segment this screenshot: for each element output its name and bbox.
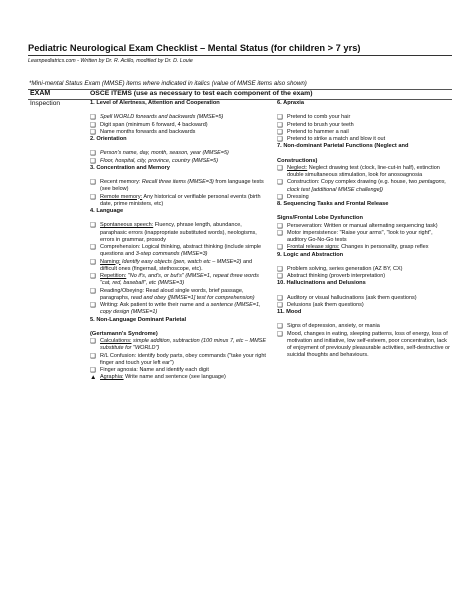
section-heading: 2. Orientation <box>90 136 127 142</box>
checkbox-icon[interactable]: ❑ <box>90 273 96 280</box>
checklist-item[interactable]: ❑ Comprehension: Logical thinking, abstract thinking (include simple questions and 3-step commands (MMSE=3) <box>90 244 262 258</box>
checklist-item[interactable]: ❑ Recent memory: Recall three items (MMSE=3) from language tests (see below) <box>90 179 264 193</box>
left-column <box>90 100 268 382</box>
checklist-item[interactable]: ❑ Motor impersistence: "Raise your arms", "look to your right", auditory Go-No-Go tests <box>277 229 433 243</box>
checkbox-icon[interactable]: ❑ <box>277 164 283 172</box>
checklist-page <box>28 0 452 613</box>
checkbox-icon[interactable]: ❑ <box>90 352 96 360</box>
checkbox-icon[interactable]: ❑ <box>277 273 283 280</box>
checklist-item[interactable]: ❑ Frontal release signs: Changes in personality, grasp reflex <box>277 244 429 252</box>
checkbox-icon[interactable]: ❑ <box>90 179 96 186</box>
page-title: Pediatric Neurological Exam Checklist – Mental Status (for children > 7 yrs) <box>28 43 361 53</box>
section-heading: 5. Non-Language Dominant Parietal <box>90 316 187 323</box>
checkbox-icon[interactable]: ❑ <box>277 265 283 273</box>
checkbox-icon[interactable]: ❑ <box>277 244 283 252</box>
checklist-item[interactable]: ❑ Spontaneous speech: Fluency, phrase length, abundance, paraphasic errors (inappropriate substituted words), neologisms, errors in grammar, prosody <box>90 222 257 243</box>
osce-column-header: OSCE ITEMS (use as necessary to test each component of the exam) <box>90 90 313 97</box>
checkbox-icon[interactable]: ❑ <box>277 229 283 237</box>
checklist-item[interactable]: ❑ Finger agnosia: Name and identify each digit <box>90 367 209 374</box>
checkbox-icon[interactable]: ❑ <box>277 193 283 201</box>
checklist-item[interactable]: ❑ Problem solving, series generation (AZ BY, CX) <box>277 265 403 273</box>
checklist-item[interactable]: ❑ Repetition: "No if's, and's, or but's" (MMSE=1, repeat three words "cat, red, baseball", etc (MMSE=3) <box>90 273 259 287</box>
checkbox-icon[interactable]: ❑ <box>90 258 96 266</box>
section-heading: 9. Logic and Abstraction <box>277 251 344 258</box>
section-heading: 10. Hallucinations and Delusions <box>277 280 366 287</box>
checkbox-icon[interactable]: ❑ <box>277 294 283 302</box>
checklist-item[interactable]: ❑ Calculations: simple addition, subtraction (100 minus 7, etc – MMSE substitute for "WORLD") <box>90 338 267 352</box>
section-heading: 11. Mood <box>277 309 302 315</box>
checklist-item[interactable]: ▲ Agraphia: Write name and sentence (see language) <box>90 374 226 382</box>
checkbox-icon[interactable]: ❑ <box>90 244 96 251</box>
checkbox-icon[interactable]: ❑ <box>90 150 96 158</box>
checkbox-icon[interactable]: ❑ <box>277 222 283 230</box>
section-heading: 1. Level of Alertness, Attention and Cooperation <box>90 100 220 106</box>
checkbox-icon[interactable]: ❑ <box>277 323 283 331</box>
section-subheading: Signs/Frontal Lobe Dysfunction <box>277 215 363 222</box>
checklist-item[interactable]: ❑ Construction: Copy complex drawing (e.g. house, two pentagons, clock test [additional MMSE challenge]) <box>277 179 446 193</box>
checkbox-icon[interactable]: ❑ <box>277 330 283 338</box>
checklist-item[interactable]: ❑ Spell WORLD forwards and backwards (MMSE=5) <box>90 114 224 122</box>
checklist-item[interactable]: ❑ Dressing <box>277 193 309 201</box>
section-heading: 6. Apraxia <box>277 100 304 106</box>
checklist-item[interactable]: ❑ Reading/Obeying: Read aloud single words, brief passage, paragraphs, read and obey ([MMSE=1] test for comprehension) <box>90 287 255 301</box>
checkbox-icon[interactable]: ❑ <box>277 136 283 143</box>
mmse-note: *Mini-mental Status Exam (MMSE) items where indicated in italics (value of MMSE items also shown) <box>29 80 307 87</box>
checkbox-icon[interactable]: ❑ <box>277 121 283 129</box>
checklist-item[interactable]: ❑ Signs of depression, anxiety, or mania <box>277 323 380 331</box>
checklist-item[interactable]: ❑ Naming: Identify easy objects (pen, watch etc – MMSE=2) and difficult ones (fingernail, stethoscope, etc). <box>90 258 253 272</box>
checklist-item[interactable]: ❑ Digit span (minimum 6 forward, 4 backward) <box>90 121 208 129</box>
page-subtitle: Learnpediatrics.com - Written by Dr. R. Acillo, modified by Dr. D. Louie <box>28 58 193 64</box>
checklist-item[interactable]: ❑ Pretend to strike a match and blow it out <box>277 136 386 143</box>
checklist-item[interactable]: ❑ Remote memory: Any historical or verifiable personal events (birth date, prime ministers, etc) <box>90 193 261 207</box>
right-column <box>277 100 452 360</box>
checkbox-icon[interactable]: ❑ <box>90 157 96 165</box>
checkbox-icon[interactable]: ❑ <box>90 287 96 295</box>
row-label-inspection: Inspection <box>30 100 61 107</box>
checkbox-icon[interactable]: ❑ <box>90 114 96 122</box>
checklist-item[interactable]: ❑ Writing: Ask patient to write their name and a sentence (MMSE=1, copy design (MMSE=1) <box>90 302 261 316</box>
checklist-item[interactable]: ❑ Name months forwards and backwards <box>90 128 196 136</box>
checkbox-icon[interactable]: ❑ <box>90 338 96 345</box>
section-heading: 8. Sequencing Tasks and Frontal Release <box>277 201 389 207</box>
exam-column-header: EXAM <box>30 90 51 97</box>
checklist-item[interactable]: ❑ Pretend to hammer a nail <box>277 128 349 136</box>
warning-icon: ▲ <box>90 374 97 382</box>
section-heading-cont: Constructions) <box>277 157 318 164</box>
checklist-item[interactable]: ❑ Delusions (ask them questions) <box>277 301 364 309</box>
checklist-item[interactable]: ❑ Perseveration: Written or manual alternating sequencing task) <box>277 222 438 230</box>
checklist-item[interactable]: ❑ Person's name, day, month, season, year (MMSE=5) <box>90 150 229 158</box>
checklist-item[interactable]: ❑ Pretend to comb your hair <box>277 114 351 122</box>
section-heading: 4. Language <box>90 208 124 214</box>
checklist-item[interactable]: ❑ Auditory or visual hallucinations (ask them questions) <box>277 294 417 302</box>
checklist-item[interactable]: ❑ Floor, hospital, city, province, country (MMSE=5) <box>90 157 219 165</box>
checkbox-icon[interactable]: ❑ <box>277 179 283 187</box>
checkbox-icon[interactable]: ❑ <box>90 121 96 129</box>
section-heading: 7. Non-dominant Parietal Functions (Neglect and <box>277 143 409 150</box>
checkbox-icon[interactable]: ❑ <box>277 301 283 309</box>
checklist-item[interactable]: ❑ Abstract thinking (proverb interpretation) <box>277 273 386 280</box>
checklist-item[interactable]: ❑ R/L Confusion: identify body parts, obey commands ("take your right finger and touch your left ear") <box>90 352 266 366</box>
checklist-item[interactable]: ❑ Pretend to brush your teeth <box>277 121 354 129</box>
checklist-item[interactable]: ❑ Neglect: Neglect drawing test (clock, line-cut-in half), extinction double simultaneous stimulation, look for anosoagnosia <box>277 164 440 178</box>
checkbox-icon[interactable]: ❑ <box>90 193 96 201</box>
section-heading: 3. Concentration and Memory <box>90 164 170 171</box>
table-header <box>28 89 452 100</box>
title-divider <box>28 55 452 56</box>
checkbox-icon[interactable]: ❑ <box>90 302 96 309</box>
checkbox-icon[interactable]: ❑ <box>90 128 96 136</box>
checkbox-icon[interactable]: ❑ <box>277 128 283 136</box>
section-subheading: (Gertsmann's Syndrome) <box>90 330 158 337</box>
checkbox-icon[interactable]: ❑ <box>90 222 96 230</box>
checklist-item[interactable]: ❑ Mood, changes in eating, sleeping patterns, loss of energy, loss of motivation and initiative, low self-esteem, poor concentration, lack of enjoyment of previously pleasurable activities, self-destructive or suicidal thoughts and behaviours. <box>277 330 450 359</box>
checkbox-icon[interactable]: ❑ <box>90 367 96 374</box>
checkbox-icon[interactable]: ❑ <box>277 114 283 122</box>
